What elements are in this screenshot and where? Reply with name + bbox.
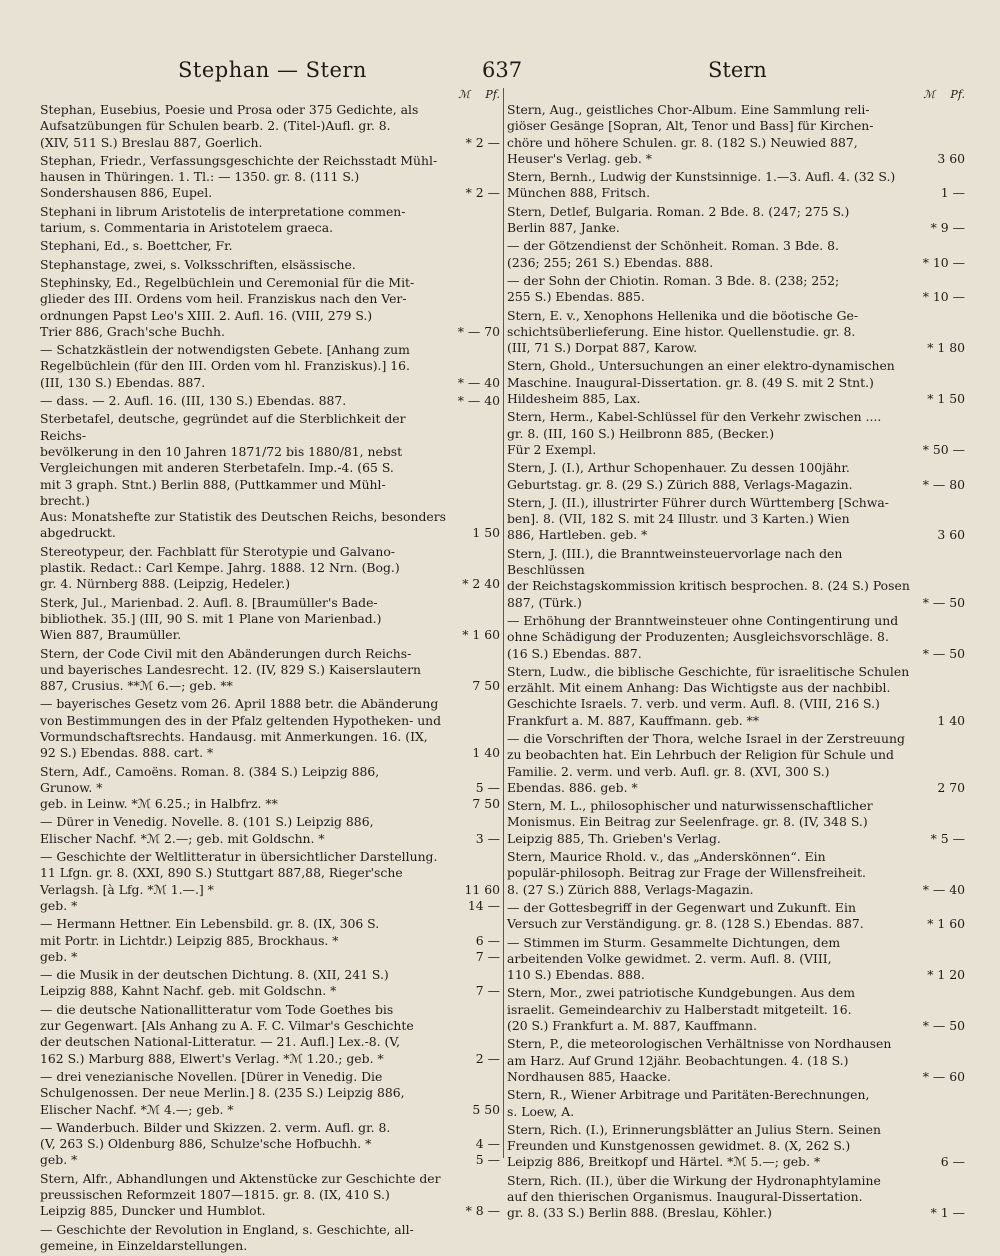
entry-text: Stephinsky, Ed., Regelbüchlein und Ceremonial für die Mit- glieder des III. Ordens vom heil. Franziskus nach den Ver- ordnungen Papst Leo's XIII. 2. Aufl. 16. (VIII, 279 S.) Trier 886, Grach'sche Buchh. <box>40 274 415 339</box>
catalog-entry <box>40 1120 500 1169</box>
catalog-entry <box>507 1036 965 1085</box>
catalog-entry <box>507 731 965 796</box>
catalog-entry <box>40 849 500 914</box>
catalog-entry <box>40 916 500 965</box>
catalog-entry <box>507 798 965 847</box>
entry-price: 5 50 <box>472 1101 500 1117</box>
catalog-entry <box>507 1173 965 1222</box>
entry-price: * 1 60 <box>927 916 965 932</box>
catalog-entry <box>507 985 965 1034</box>
catalog-entry <box>507 273 965 306</box>
entry-price: * — 40 <box>457 393 500 409</box>
entry-text: Stern, Ghold., Untersuchungen an einer elektro-dynamischen Maschine. Inaugural-Dissertation. gr. 8. (49 S. mit 2 Stnt.) Hildesheim 885, Lax. <box>507 358 895 407</box>
catalog-entry <box>40 393 500 409</box>
entry-text: Sterbetafel, deutsche, gegründet auf die Sterblichkeit der Reichs- bevölkerung in den 10 Jahren 1871/72 bis 1880/81, nebst Vergleichungen mit anderen Sterbetafeln. Imp.-4. (65 S. mit 3 graph. Stnt.) Berlin 888, (Puttkammer und Mühl- brecht.) Aus: Monatshefte zur Statistik des Deutschen Reichs, besonders abgedruckt. <box>40 411 447 541</box>
entry-price: * — 70 <box>457 323 500 339</box>
entry-text: Sterk, Jul., Marienbad. 2. Aufl. 8. [Braumüller's Bade- bibliothek. 35.] (III, 90 S. mit 1 Plane von Marienbad.) Wien 887, Braumüller. <box>40 594 382 643</box>
right-column <box>507 88 965 1224</box>
entry-price: * 1 80 <box>927 340 965 356</box>
entry-text: Stern, M. L., philosophischer und naturwissenschaftlicher Monismus. Ein Beitrag zur Seelenfrage. gr. 8. (IV, 348 S.) Leipzig 885, Th. Grieben's Verlag. <box>507 798 873 846</box>
entry-text: Stephani in librum Aristotelis de interpretatione commen- tarium, s. Commentaria in Aristotelem graeca. <box>40 203 406 236</box>
entry-price: * 1 20 <box>927 967 965 983</box>
entry-price: * — 40 <box>457 374 500 390</box>
catalog-entry <box>507 900 965 933</box>
entry-text: Stern, Rich. (II.), über die Wirkung der Hydronaphtylamine auf den thierischen Organismus. Inaugural-Dissertation. gr. 8. (33 S.) Berlin 888. (Breslau, Köhler.) <box>507 1172 881 1221</box>
entry-text: Stern, Maurice Rhold. v., das „Anderskönnen“. Ein populär-philosoph. Beitrag zur Frage der Willensfreiheit. 8. (27 S.) Zürich 888, Verlags-Magazin. <box>507 849 866 897</box>
entry-price: 1 40 <box>472 745 500 761</box>
entry-text: Stern, R., Wiener Arbitrage und Paritäten-Berechnungen, s. Loew, A. <box>507 1087 870 1119</box>
running-head-left: Stephan — Stern <box>178 58 367 82</box>
entry-price: * 9 — <box>930 220 965 236</box>
entry-price: * 10 — <box>922 254 965 270</box>
catalog-entry <box>40 238 500 254</box>
mark-label: ℳ <box>458 88 470 101</box>
catalog-entry <box>507 849 965 898</box>
catalog-entry <box>40 1222 500 1255</box>
entry-text: — Hermann Hettner. Ein Lebensbild. gr. 8. (IX, 306 S. mit Portr. in Lichtdr.) Leipzig 885, Brockhaus. * geb. * <box>40 916 380 964</box>
page-header <box>0 56 1000 90</box>
entry-price: 6 — 7 — <box>475 932 500 964</box>
catalog-entry <box>40 1002 500 1067</box>
catalog-entry <box>507 935 965 984</box>
entry-price: 3 60 <box>937 527 965 543</box>
entry-text: — Stimmen im Sturm. Gesammelte Dichtungen, dem arbeitenden Volke gewidmet. 2. verm. Aufl. 8. (VIII, 110 S.) Ebendas. 888. <box>507 934 841 983</box>
catalog-entry <box>40 967 500 1000</box>
pfennig-label: Pf. <box>950 88 965 101</box>
entry-price: * — 60 <box>922 1068 965 1084</box>
entry-price: 2 70 <box>937 779 965 795</box>
entry-price: * 1 50 <box>927 391 965 407</box>
entry-price: 11 60 14 — <box>464 881 500 913</box>
entry-text: Stereotypeur, der. Fachblatt für Sterotypie und Galvano- plastik. Redact.: Carl Kempe. Jahrg. 1888. 12 Nrn. (Bog.) gr. 4. Nürnberg 888. (Leipzig, Hedeler.) <box>40 543 400 592</box>
entry-price: 3 — <box>475 830 500 846</box>
entry-text: Stern, Adf., Camoëns. Roman. 8. (384 S.) Leipzig 886, Grunow. * geb. in Leinw. *ℳ 6.25.; in Halbfrz. ** <box>40 763 380 812</box>
catalog-entry <box>40 411 500 541</box>
entry-text: Stern, Aug., geistliches Chor-Album. Eine Sammlung reli- giöser Gesänge [Sopran, Alt, Tenor und Bass] für Kirchen- chöre und höhere Schulen. gr. 8. (182 S.) Neuwied 887, Heuser's Verlag. geb. * <box>507 102 874 166</box>
catalog-entry <box>40 257 500 273</box>
entry-price: 5 — 7 50 <box>472 779 500 812</box>
entry-text: Stern, P., die meteorologischen Verhältnisse von Nordhausen am Harz. Auf Grund 12jähr. Beobachtungen. 4. (18 S.) Nordhausen 885, Haacke. <box>507 1036 892 1084</box>
page-number: 637 <box>482 58 523 82</box>
entry-text: Stern, Mor., zwei patriotische Kundgebungen. Aus dem israelit. Gemeindearchiv zu Halberstadt mitgeteilt. 16. (20 S.) Frankfurt a. M. 887, Kauffmann. <box>507 985 856 1034</box>
entry-price: 2 — <box>475 1050 500 1066</box>
catalog-entry <box>507 238 965 271</box>
catalog-entry <box>40 696 500 761</box>
entry-price: * — 50 <box>922 645 965 661</box>
entry-price: 1 40 <box>937 712 965 728</box>
entry-price: 7 50 <box>472 678 500 694</box>
catalog-entry <box>40 204 500 237</box>
catalog-entry <box>507 613 965 662</box>
catalog-entry <box>40 342 500 391</box>
entry-price: * 10 — <box>922 289 965 305</box>
entry-text: — Geschichte der Weltlitteratur in übersichtlicher Darstellung. 11 Lfgn. gr. 8. (XXI, 890 S.) Stuttgart 887,88, Rieger'sche Verlagsh. [à Lfg. *ℳ 1.—.] * geb. * <box>40 849 438 913</box>
entry-text: — der Sohn der Chiotin. Roman. 3 Bde. 8. (238; 252; 255 S.) Ebendas. 885. <box>507 272 840 305</box>
entry-text: — die deutsche Nationallitteratur vom Tode Goethes bis zur Gegenwart. [Als Anhang zu A. F. C. Vilmar's Geschichte der deutschen National-Litteratur. — 21. Aufl.] Lex.-8. (V, 162 S.) Marburg 888, Elwert's Verlag. *ℳ 1.20.; geb. * <box>40 1001 414 1066</box>
currency-header-left <box>40 88 500 102</box>
catalog-entry <box>507 1122 965 1171</box>
entry-text: Stern, Alfr., Abhandlungen und Aktenstücke zur Geschichte der preussischen Reformzeit 1807—1815. gr. 8. (IX, 410 S.) Leipzig 885, Duncker und Humblot. <box>40 1170 441 1219</box>
entry-price: * 50 — <box>922 441 965 457</box>
entry-text: Stephanstage, zwei, s. Volksschriften, elsässische. <box>40 256 356 272</box>
entry-price: 1 — <box>940 185 965 201</box>
catalog-entry <box>507 358 965 407</box>
entry-price: 1 50 <box>472 525 500 541</box>
right-entry-list <box>507 102 965 1222</box>
catalog-entry <box>40 595 500 644</box>
left-column <box>40 88 500 1256</box>
entry-text: Stern, Detlef, Bulgaria. Roman. 2 Bde. 8. (247; 275 S.) Berlin 887, Janke. <box>507 203 850 236</box>
entry-text: — die Vorschriften der Thora, welche Israel in der Zerstreuung zu beobachten hat. Ein Lehrbuch der Religion für Schule und Familie. 2. verm. und verb. Aufl. gr. 8. (XVI, 300 S.) Ebendas. 886. geb. * <box>507 730 905 795</box>
catalog-entry <box>507 204 965 237</box>
catalog-entry <box>507 308 965 357</box>
catalog-entry <box>40 275 500 340</box>
entry-text: Stern, der Code Civil mit den Abänderungen durch Reichs- und bayerisches Landesrecht. 12. (IV, 829 S.) Kaiserslautern 887, Crusius. **ℳ 6.—; geb. ** <box>40 645 422 694</box>
entry-text: Stern, Rich. (I.), Erinnerungsblätter an Julius Stern. Seinen Freunden und Kunstgenossen gewidmet. 8. (X, 262 S.) Leipzig 886, Breitkopf und Härtel. *ℳ 5.—; geb. * <box>507 1121 881 1170</box>
entry-text: — der Götzendienst der Schönheit. Roman. 3 Bde. 8. (236; 255; 261 S.) Ebendas. 888. <box>507 238 839 270</box>
entry-text: Stern, Herm., Kabel-Schlüssel für den Verkehr zwischen .... gr. 8. (III, 160 S.) Heilbronn 885, (Becker.) Für 2 Exempl. <box>507 409 882 457</box>
entry-price: * 2 — <box>465 185 500 201</box>
catalog-entry <box>40 1069 500 1118</box>
entry-text: — Erhöhung der Branntweinsteuer ohne Contingentirung und ohne Schädigung der Produzenten; Ausgleichsvorschläge. 8. (16 S.) Ebendas. 887. <box>507 612 899 661</box>
catalog-entry <box>507 1087 965 1120</box>
entry-text: Stephani, Ed., s. Boettcher, Fr. <box>40 238 233 254</box>
entry-price: * 8 — <box>465 1203 500 1219</box>
entry-price: 4 — 5 — <box>475 1136 500 1168</box>
entry-price: * 5 — <box>930 830 965 846</box>
catalog-entry <box>40 102 500 151</box>
catalog-entry <box>507 664 965 729</box>
entry-price: * — 80 <box>922 476 965 492</box>
entry-price: * 1 — <box>930 1205 965 1221</box>
catalog-entry <box>507 546 965 611</box>
entry-text: — der Gottesbegriff in der Gegenwart und Zukunft. Ein Versuch zur Verständigung. gr. 8. (128 S.) Ebendas. 887. <box>507 899 864 932</box>
entry-text: — die Musik in der deutschen Dichtung. 8. (XII, 241 S.) Leipzig 888, Kahnt Nachf. geb. mit Goldschn. * <box>40 967 389 999</box>
catalog-entry <box>40 153 500 202</box>
catalog-entry <box>40 544 500 593</box>
entry-text: Stephan, Eusebius, Poesie und Prosa oder 375 Gedichte, als Aufsatzübungen für Schulen bearb. 2. (Titel-)Aufl. gr. 8. (XIV, 511 S.) Breslau 887, Goerlich. <box>40 102 419 150</box>
entry-price: * — 50 <box>922 594 965 610</box>
entry-text: Stern, J. (I.), Arthur Schopenhauer. Zu dessen 100jähr. Geburtstag. gr. 8. (29 S.) Zürich 888, Verlags-Magazin. <box>507 460 853 492</box>
catalog-entry <box>40 646 500 695</box>
entry-text: — Geschichte der Revolution in England, s. Geschichte, all- gemeine, in Einzeldarstellungen. <box>40 1221 414 1253</box>
entry-price: 7 — <box>475 983 500 999</box>
entry-text: — bayerisches Gesetz vom 26. April 1888 betr. die Abänderung von Bestimmungen des in der Pfalz geltenden Hypotheken- und Vormundschaftsrechts. Handausg. mit Anmerkungen. 16. (IX, 92 S.) Ebendas. 888. cart. * <box>40 696 442 761</box>
mark-label: ℳ <box>923 88 935 101</box>
entry-price: * — 50 <box>922 1018 965 1034</box>
left-entry-list <box>40 102 500 1254</box>
currency-header-right <box>507 88 965 102</box>
catalog-entry <box>40 764 500 813</box>
catalog-entry <box>40 814 500 847</box>
catalog-entry <box>507 409 965 458</box>
entry-text: — Wanderbuch. Bilder und Skizzen. 2. verm. Aufl. gr. 8. (V, 263 S.) Oldenburg 886, Schulze'sche Hofbuchh. * geb. * <box>40 1119 391 1168</box>
catalog-entry <box>507 169 965 202</box>
entry-text: Stephan, Friedr., Verfassungsgeschichte der Reichsstadt Mühl- hausen in Thüringen. 1. Tl.: — 1350. gr. 8. (111 S.) Sondershausen 886, Eupel. <box>40 152 438 201</box>
entry-price: 3 60 <box>937 150 965 166</box>
entry-text: Stern, E. v., Xenophons Hellenika und die böotische Ge- schichtsüberlieferung. Eine histor. Quellenstudie. gr. 8. (III, 71 S.) Dorpat 887, Karow. <box>507 307 859 356</box>
entry-text: Stern, Bernh., Ludwig der Kunstsinnige. 1.—3. Aufl. 4. (32 S.) München 888, Fritsch. <box>507 169 896 201</box>
entry-text: — dass. — 2. Aufl. 16. (III, 130 S.) Ebendas. 887. <box>40 393 347 409</box>
entry-text: Stern, J. (II.), illustrirter Führer durch Württemberg [Schwa- ben]. 8. (VII, 182 S. mit 24 Illustr. und 3 Karten.) Wien 886, Hartleben. geb. * <box>507 494 889 543</box>
entry-text: — Dürer in Venedig. Novelle. 8. (101 S.) Leipzig 886, Elischer Nachf. *ℳ 2.—; geb. mit Goldschn. * <box>40 814 374 846</box>
entry-price: 6 — <box>940 1154 965 1170</box>
column-divider <box>503 88 504 1158</box>
entry-price: * 2 40 <box>462 576 500 592</box>
catalog-entry <box>507 460 965 493</box>
catalog-entry <box>507 495 965 544</box>
entry-text: — Schatzkästlein der notwendigsten Gebete. [Anhang zum Regelbüchlein (für den III. Orden vom hl. Franziskus).] 16. (III, 130 S.) Ebendas. 887. <box>40 342 410 390</box>
entry-text: — drei venezianische Novellen. [Dürer in Venedig. Die Schulgenossen. Der neue Merlin.] 8. (235 S.) Leipzig 886, Elischer Nachf. *ℳ 4.—; geb. * <box>40 1068 405 1117</box>
catalog-entry <box>40 1171 500 1220</box>
running-head-right: Stern <box>708 58 767 82</box>
catalog-entry <box>507 102 965 167</box>
entry-price: * 2 — <box>465 134 500 150</box>
entry-text: Stern, J. (III.), die Branntweinsteuervorlage nach den Beschlüssen der Reichstagskommission kritisch besprochen. 8. (24 S.) Posen 887, (Türk.) <box>507 545 910 610</box>
entry-price: * — 40 <box>922 881 965 897</box>
entry-price: * 1 60 <box>462 627 500 643</box>
entry-text: Stern, Ludw., die biblische Geschichte, für israelitische Schulen erzählt. Mit einem Anhang: Das Wichtigste aus der nachbibl. Geschichte Israels. 7. verb. und verm. Aufl. 8. (VIII, 216 S.) Frankfurt a. M. 887, Kauffmann. geb. ** <box>507 663 910 728</box>
pfennig-label: Pf. <box>485 88 500 101</box>
